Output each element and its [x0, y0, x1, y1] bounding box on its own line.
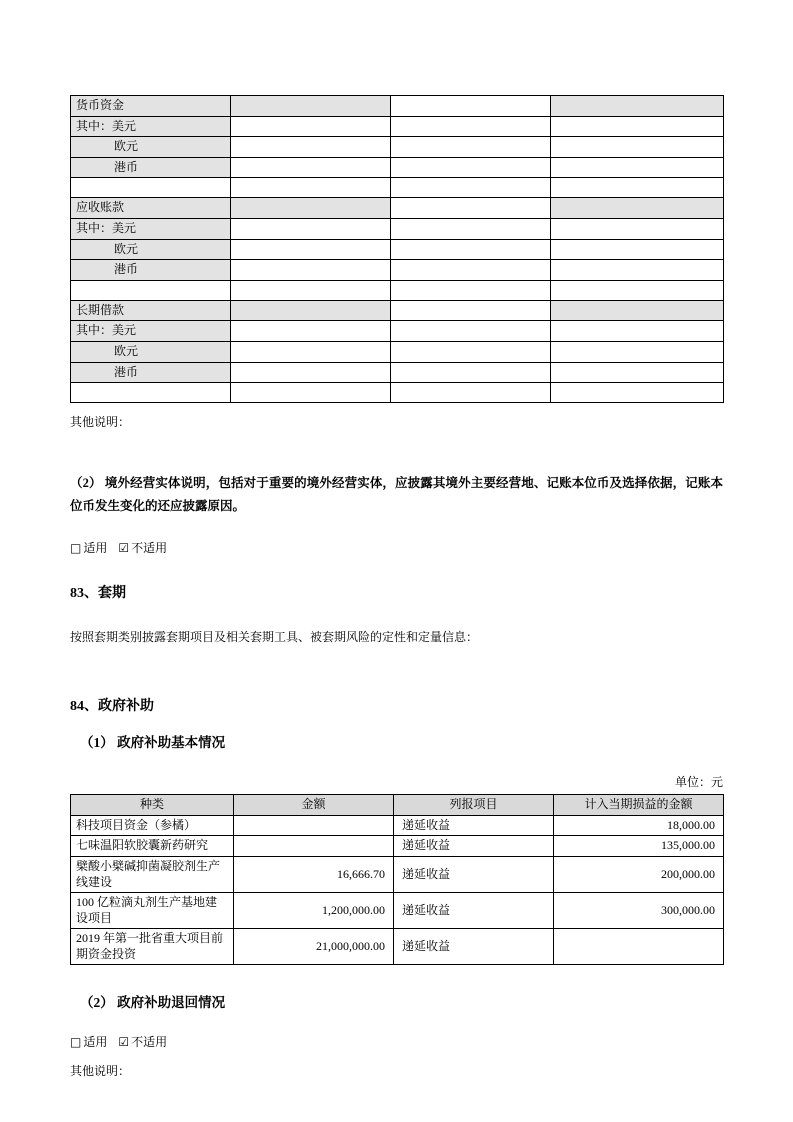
- table-row: [71, 362, 724, 383]
- empty-cell: [231, 239, 391, 260]
- empty-cell: [231, 137, 391, 158]
- empty-cell: [231, 300, 391, 321]
- table-row: [71, 260, 724, 281]
- grant-current-pl-cell: [554, 929, 724, 965]
- row-label-cell: 其中：美元: [71, 321, 231, 342]
- other-notes-label: 其他说明：: [70, 1064, 131, 1079]
- table-row: [71, 815, 724, 836]
- empty-cell: [551, 137, 724, 158]
- table-row: [71, 218, 724, 239]
- row-label-cell: 应收账款: [71, 198, 231, 219]
- table-row: [71, 300, 724, 321]
- empty-cell: [391, 341, 551, 362]
- empty-cell: [551, 341, 724, 362]
- empty-cell: [551, 116, 724, 137]
- grant-item-cell: 递延收益: [394, 856, 554, 892]
- empty-cell: [551, 157, 724, 178]
- empty-cell: [391, 321, 551, 342]
- foreign-currency-table: [70, 95, 724, 403]
- other-notes-label: 其他说明：: [70, 415, 131, 430]
- empty-cell: [231, 116, 391, 137]
- not-applicable-label: 不适用: [131, 1035, 168, 1050]
- grant-item-cell: 递延收益: [394, 836, 554, 857]
- table-row: [71, 856, 724, 892]
- grant-type-cell: 100 亿粒滴丸剂生产基地建设项目: [71, 893, 234, 929]
- grant-current-pl-cell: 300,000.00: [554, 893, 724, 929]
- grant-current-pl-cell: 135,000.00: [554, 836, 724, 857]
- empty-cell: [231, 362, 391, 383]
- column-header-item: 列报项目: [394, 795, 554, 816]
- empty-cell: [551, 218, 724, 239]
- column-header-amount: 金额: [234, 795, 394, 816]
- table-row: [71, 280, 724, 300]
- grant-amount-cell: [234, 836, 394, 857]
- applicable-option: [70, 1035, 107, 1049]
- applicability-line: [70, 539, 723, 556]
- table-row: [71, 893, 724, 929]
- empty-cell: [551, 300, 724, 321]
- grant-item-cell: 递延收益: [394, 893, 554, 929]
- grant-type-cell: 七味温阳软胶囊新药研究: [71, 836, 234, 857]
- row-label-cell: 欧元: [71, 137, 231, 158]
- table-row: [71, 341, 724, 362]
- grant-amount-cell: 21,000,000.00: [234, 929, 394, 965]
- empty-cell: [391, 198, 551, 219]
- row-label-cell: 港币: [71, 260, 231, 281]
- empty-cell: [231, 341, 391, 362]
- checkbox-unchecked-icon: □: [70, 541, 82, 556]
- row-label-cell: [71, 178, 231, 198]
- section-title-government-grants: 84、政府补助: [70, 699, 154, 715]
- grant-amount-cell: [234, 815, 394, 836]
- table-row: [71, 836, 724, 857]
- row-label-cell: [71, 280, 231, 300]
- empty-cell: [391, 137, 551, 158]
- empty-cell: [391, 157, 551, 178]
- row-label-cell: 其中：美元: [71, 116, 231, 137]
- hedging-body-text: 按照套期类别披露套期项目及相关套期工具、被套期风险的定性和定量信息：: [70, 630, 479, 645]
- empty-cell: [551, 198, 724, 219]
- row-label-cell: 欧元: [71, 239, 231, 260]
- empty-cell: [231, 383, 391, 403]
- grant-type-cell: 科技项目资金（参橘）: [71, 815, 234, 836]
- empty-cell: [231, 280, 391, 300]
- table-row: [71, 929, 724, 965]
- empty-cell: [551, 383, 724, 403]
- empty-cell: [551, 362, 724, 383]
- empty-cell: [231, 157, 391, 178]
- empty-cell: [391, 383, 551, 403]
- table-row: [71, 178, 724, 198]
- government-grants-table: [70, 794, 724, 965]
- row-label-cell: 欧元: [71, 341, 231, 362]
- empty-cell: [391, 178, 551, 198]
- subsection-title-grants-basic: （1） 政府补助基本情况: [80, 735, 226, 751]
- empty-cell: [551, 280, 724, 300]
- empty-cell: [231, 198, 391, 219]
- checkbox-checked-icon: ☑: [118, 541, 130, 556]
- checkbox-unchecked-icon: □: [70, 1035, 82, 1050]
- not-applicable-label: 不适用: [131, 541, 168, 556]
- table-row: [71, 198, 724, 219]
- column-header-current-pl: 计入当期损益的金额: [554, 795, 724, 816]
- applicable-option: [70, 541, 107, 555]
- applicable-label: 适用: [83, 1035, 108, 1050]
- grant-current-pl-cell: 18,000.00: [554, 815, 724, 836]
- unit-label: 单位：元: [674, 775, 723, 790]
- empty-cell: [231, 321, 391, 342]
- empty-cell: [551, 96, 724, 117]
- overseas-entities-heading: （2） 境外经营实体说明，包括对于重要的境外经营实体，应披露其境外主要经营地、记账本位币及选择依据，记账本位币发生变化的还应披露原因。: [70, 476, 723, 513]
- empty-cell: [551, 260, 724, 281]
- row-label-cell: 长期借款: [71, 300, 231, 321]
- section-title-hedging: 83、套期: [70, 586, 126, 602]
- empty-cell: [391, 116, 551, 137]
- grant-item-cell: 递延收益: [394, 815, 554, 836]
- not-applicable-option: [118, 1035, 167, 1049]
- applicability-line: [70, 1033, 723, 1050]
- grant-amount-cell: 16,666.70: [234, 856, 394, 892]
- applicable-label: 适用: [83, 541, 108, 556]
- empty-cell: [391, 96, 551, 117]
- empty-cell: [391, 280, 551, 300]
- subsection-title-grants-refund: （2） 政府补助退回情况: [80, 995, 226, 1011]
- table-row: [71, 116, 724, 137]
- table-row: [71, 137, 724, 158]
- empty-cell: [551, 178, 724, 198]
- row-label-cell: 其中：美元: [71, 218, 231, 239]
- checkbox-checked-icon: ☑: [118, 1035, 130, 1050]
- table-header-row: [71, 795, 724, 816]
- row-label-cell: [71, 383, 231, 403]
- table-row: [71, 157, 724, 178]
- empty-cell: [391, 362, 551, 383]
- table-row: [71, 239, 724, 260]
- grant-type-cell: 2019 年第一批省重大项目前期资金投资: [71, 929, 234, 965]
- empty-cell: [231, 218, 391, 239]
- empty-cell: [231, 260, 391, 281]
- grant-current-pl-cell: 200,000.00: [554, 856, 724, 892]
- column-header-type: 种类: [71, 795, 234, 816]
- empty-cell: [231, 96, 391, 117]
- table-row: [71, 96, 724, 117]
- grant-item-cell: 递延收益: [394, 929, 554, 965]
- table-row: [71, 321, 724, 342]
- grant-type-cell: 檗酸小檗碱抑菌凝胶剂生产线建设: [71, 856, 234, 892]
- row-label-cell: 港币: [71, 362, 231, 383]
- empty-cell: [391, 218, 551, 239]
- grant-amount-cell: 1,200,000.00: [234, 893, 394, 929]
- not-applicable-option: [118, 541, 167, 555]
- empty-cell: [391, 239, 551, 260]
- empty-cell: [391, 260, 551, 281]
- empty-cell: [391, 300, 551, 321]
- empty-cell: [551, 239, 724, 260]
- empty-cell: [231, 178, 391, 198]
- row-label-cell: 货币资金: [71, 96, 231, 117]
- empty-cell: [551, 321, 724, 342]
- table-row: [71, 383, 724, 403]
- row-label-cell: 港币: [71, 157, 231, 178]
